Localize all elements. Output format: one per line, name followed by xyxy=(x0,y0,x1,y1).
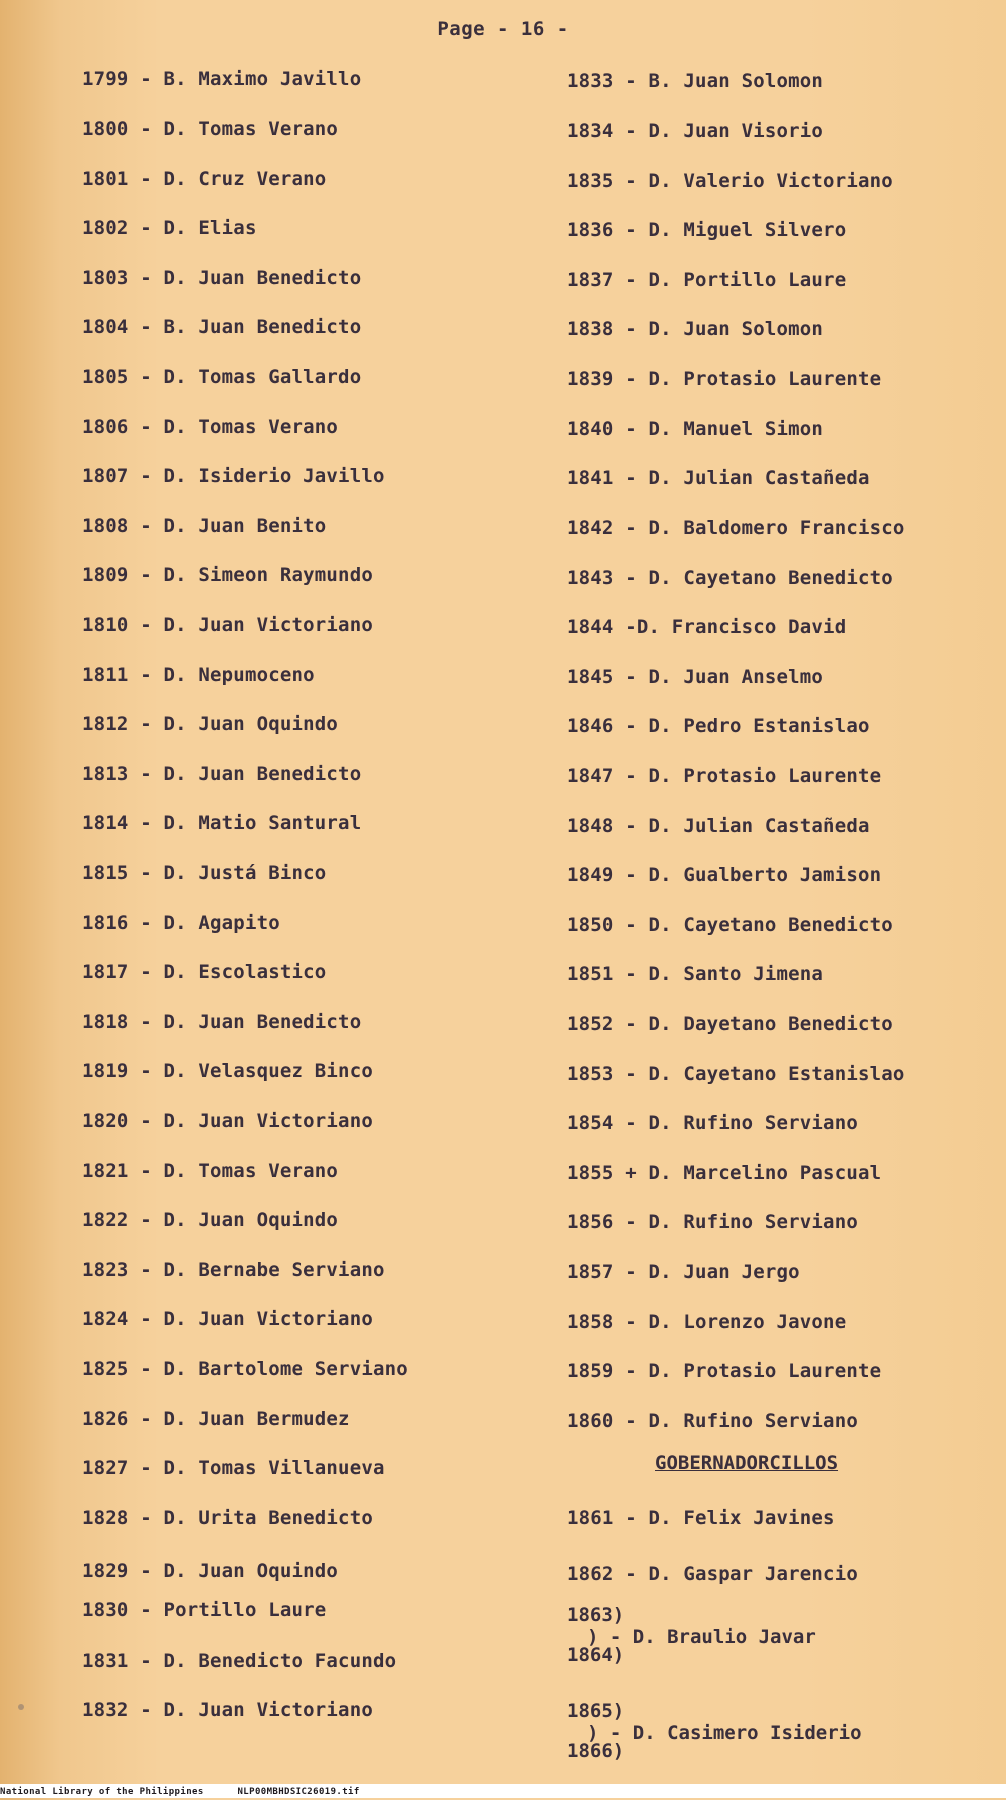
list-item: 1803 - D. Juan Benedicto xyxy=(82,267,362,289)
list-item: 1857 - D. Juan Jergo xyxy=(567,1261,800,1283)
ink-dot xyxy=(18,1704,24,1710)
list-item: 1848 - D. Julian Castañeda xyxy=(567,815,870,837)
list-item: 1818 - D. Juan Benedicto xyxy=(82,1011,362,1033)
list-item: 1856 - D. Rufino Serviano xyxy=(567,1211,858,1233)
list-item: 1832 - D. Juan Victoriano xyxy=(82,1699,373,1721)
list-item: 1850 - D. Cayetano Benedicto xyxy=(567,914,893,936)
footer-library: National Library of the Philippines xyxy=(0,1787,204,1797)
footer xyxy=(0,1784,1006,1798)
list-item: 1810 - D. Juan Victoriano xyxy=(82,614,373,636)
year-end: 1864) xyxy=(567,1644,625,1666)
list-item: 1829 - D. Juan Oquindo xyxy=(82,1560,339,1582)
list-item: 1820 - D. Juan Victoriano xyxy=(82,1110,373,1132)
list-item: 1858 - D. Lorenzo Javone xyxy=(567,1311,847,1333)
list-item: 1813 - D. Juan Benedicto xyxy=(82,763,362,785)
list-item: 1825 - D. Bartolome Serviano xyxy=(82,1358,408,1380)
list-item: 1842 - D. Baldomero Francisco xyxy=(567,517,905,539)
list-item: 1847 - D. Protasio Laurente xyxy=(567,765,882,787)
list-item: 1830 - Portillo Laure xyxy=(82,1599,327,1621)
list-item: 1821 - D. Tomas Verano xyxy=(82,1160,339,1182)
grouped-name: ) - D. Braulio Javar xyxy=(587,1626,816,1648)
list-item: 1840 - D. Manuel Simon xyxy=(567,418,824,440)
list-item: 1815 - D. Justá Binco xyxy=(82,862,327,884)
list-item: 1849 - D. Gualberto Jamison xyxy=(567,864,882,886)
list-item: 1861 - D. Felix Javines xyxy=(567,1507,835,1529)
list-item: 1827 - D. Tomas Villanueva xyxy=(82,1457,385,1479)
list-item: 1833 - B. Juan Solomon xyxy=(567,70,824,92)
list-item: 1804 - B. Juan Benedicto xyxy=(82,316,362,338)
grouped-name: ) - D. Casimero Isiderio xyxy=(587,1722,862,1744)
list-item: 1834 - D. Juan Visorio xyxy=(567,120,824,142)
year-end: 1866) xyxy=(567,1740,625,1762)
list-item: 1843 - D. Cayetano Benedicto xyxy=(567,567,893,589)
list-item: 1845 - D. Juan Anselmo xyxy=(567,666,824,688)
grouped-entry xyxy=(567,1700,862,1762)
list-item: 1819 - D. Velasquez Binco xyxy=(82,1060,373,1082)
list-item: 1807 - D. Isiderio Javillo xyxy=(82,465,385,487)
year-start: 1863) xyxy=(567,1604,625,1626)
list-item: 1836 - D. Miguel Silvero xyxy=(567,219,847,241)
list-item: 1816 - D. Agapito xyxy=(82,912,280,934)
list-item: 1800 - D. Tomas Verano xyxy=(82,118,339,140)
list-item: 1839 - D. Protasio Laurente xyxy=(567,368,882,390)
list-item: 1860 - D. Rufino Serviano xyxy=(567,1410,858,1432)
list-item: 1854 - D. Rufino Serviano xyxy=(567,1112,858,1134)
year-start: 1865) xyxy=(567,1700,625,1722)
list-item: 1862 - D. Gaspar Jarencio xyxy=(567,1563,858,1585)
list-item: 1809 - D. Simeon Raymundo xyxy=(82,564,373,586)
list-item: 1838 - D. Juan Solomon xyxy=(567,318,824,340)
list-item: 1859 - D. Protasio Laurente xyxy=(567,1360,882,1382)
list-item: 1855 + D. Marcelino Pascual xyxy=(567,1162,882,1184)
page-title: Page - 16 - xyxy=(437,18,569,40)
list-item: 1823 - D. Bernabe Serviano xyxy=(82,1259,385,1281)
list-item: 1799 - B. Maximo Javillo xyxy=(82,68,362,90)
section-title: GOBERNADORCILLOS xyxy=(655,1452,839,1474)
list-item: 1812 - D. Juan Oquindo xyxy=(82,713,339,735)
list-item: 1844 -D. Francisco David xyxy=(567,616,847,638)
list-item: 1831 - D. Benedicto Facundo xyxy=(82,1650,397,1672)
list-item: 1841 - D. Julian Castañeda xyxy=(567,467,870,489)
list-item: 1808 - D. Juan Benito xyxy=(82,515,327,537)
list-item: 1817 - D. Escolastico xyxy=(82,961,327,983)
list-item: 1814 - D. Matio Santural xyxy=(82,812,362,834)
list-item: 1828 - D. Urita Benedicto xyxy=(82,1507,373,1529)
list-item: 1846 - D. Pedro Estanislao xyxy=(567,715,870,737)
list-item: 1802 - D. Elias xyxy=(82,217,257,239)
list-item: 1811 - D. Nepumoceno xyxy=(82,664,315,686)
list-item: 1851 - D. Santo Jimena xyxy=(567,963,824,985)
list-item: 1826 - D. Juan Bermudez xyxy=(82,1408,350,1430)
list-item: 1852 - D. Dayetano Benedicto xyxy=(567,1013,893,1035)
list-item: 1835 - D. Valerio Victoriano xyxy=(567,170,893,192)
footer-file: NLP00MBHDSIC26019.tif xyxy=(237,1787,360,1797)
list-item: 1824 - D. Juan Victoriano xyxy=(82,1308,373,1330)
grouped-entry xyxy=(567,1604,816,1666)
list-item: 1822 - D. Juan Oquindo xyxy=(82,1209,339,1231)
list-item: 1837 - D. Portillo Laure xyxy=(567,269,847,291)
list-item: 1853 - D. Cayetano Estanislao xyxy=(567,1063,905,1085)
list-item: 1805 - D. Tomas Gallardo xyxy=(82,366,362,388)
list-item: 1806 - D. Tomas Verano xyxy=(82,416,339,438)
list-item: 1801 - D. Cruz Verano xyxy=(82,168,327,190)
